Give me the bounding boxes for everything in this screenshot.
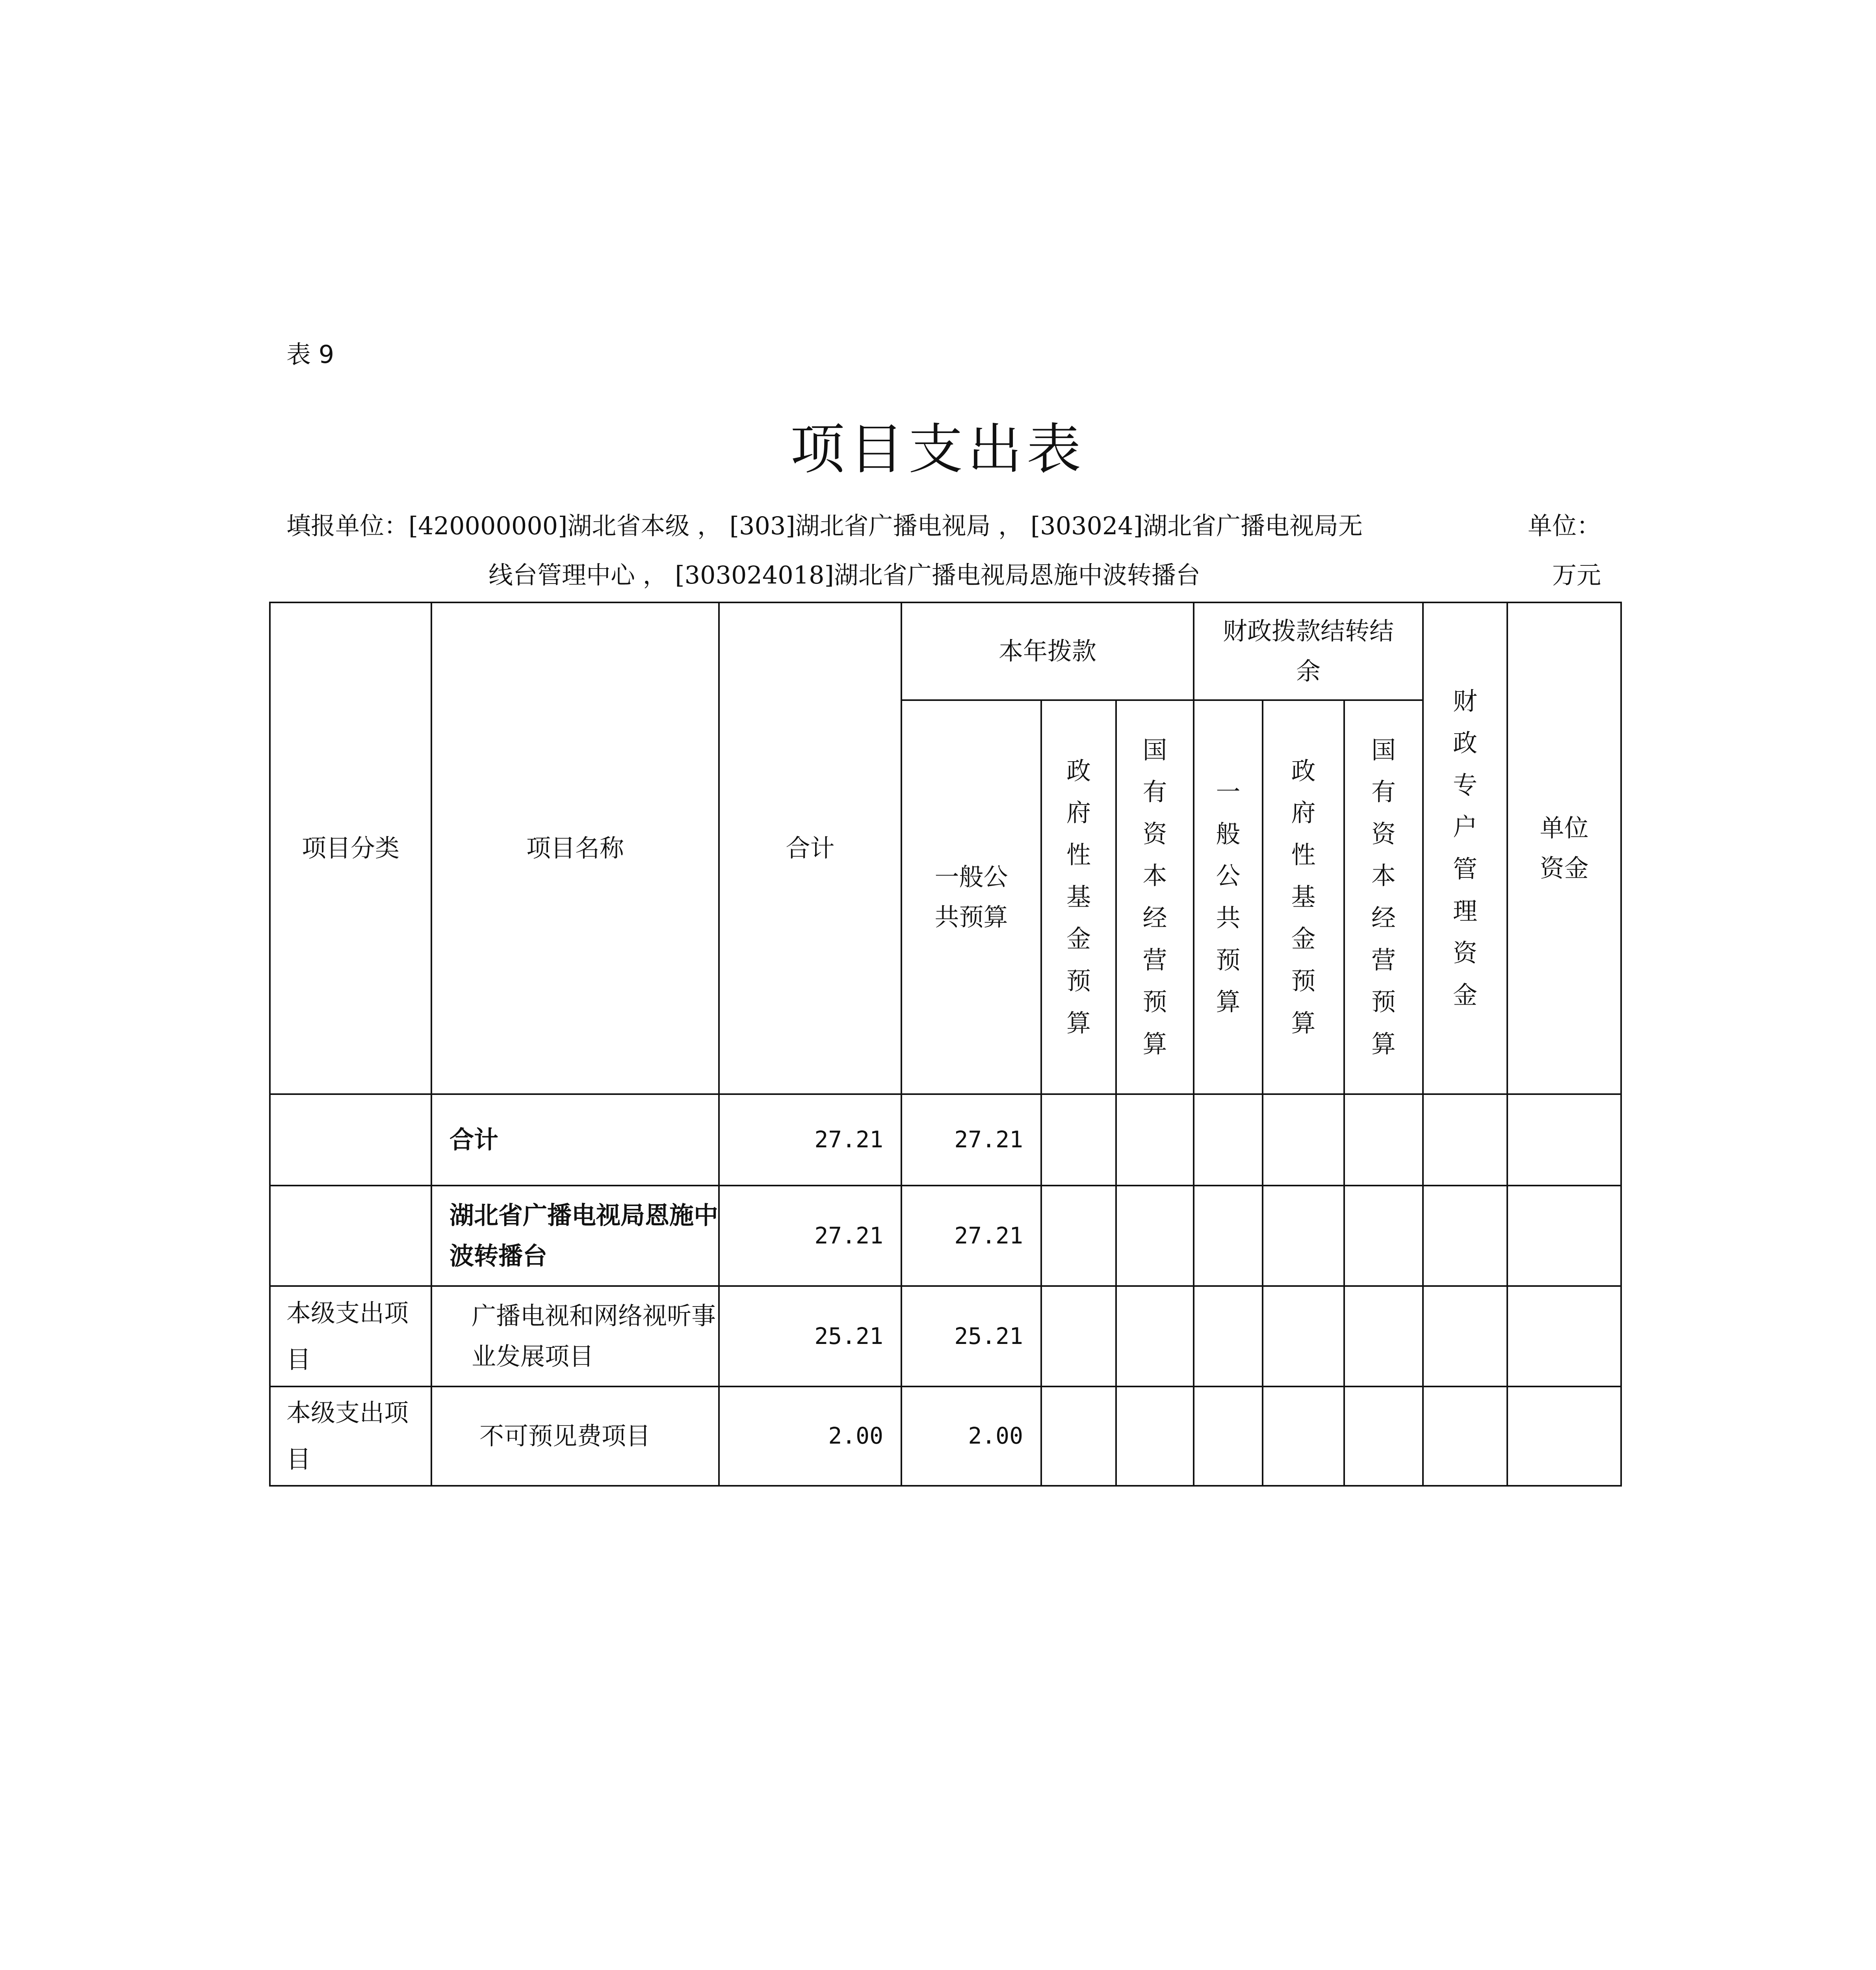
unit-label: 单位： <box>1527 511 1601 540</box>
row-total: 25.21 <box>719 1286 901 1386</box>
filler-unit-line-2: 线台管理中心 ， [303024018]湖北省广播电视局恩施中波转播台 <box>489 561 1200 589</box>
row-total: 2.00 <box>719 1386 901 1486</box>
row-general: 27.21 <box>901 1186 1041 1286</box>
table-row <box>270 1094 1621 1186</box>
header-co-state-capital-budget-text: 国有资本经营预算 <box>1371 735 1396 1058</box>
header-general-budget <box>901 700 1041 1094</box>
header-current-year: 本年拨款 <box>901 602 1194 700</box>
header-co-state-capital-budget <box>1344 700 1423 1094</box>
row-general: 27.21 <box>901 1094 1041 1186</box>
row-general: 2.00 <box>901 1386 1041 1486</box>
header-state-capital-budget <box>1116 700 1194 1094</box>
header-gov-fund-budget-text: 政府性基金预算 <box>1066 756 1091 1037</box>
header-unit-funds <box>1507 602 1621 1094</box>
row-category: 本级支出项目 <box>270 1286 431 1386</box>
row-total: 27.21 <box>719 1094 901 1186</box>
header-co-general-budget <box>1194 700 1263 1094</box>
header-total: 合计 <box>719 602 901 1094</box>
row-total: 27.21 <box>719 1186 901 1286</box>
header-co-general-budget-text: 一般公共预算 <box>1216 777 1241 1017</box>
unit-value: 万元 <box>1552 561 1601 589</box>
row-name: 湖北省广播电视局恩施中波转播台 <box>431 1186 719 1286</box>
row-name: 不可预见费项目 <box>431 1386 719 1486</box>
filler-unit-line-1: 填报单位：[420000000]湖北省本级 ， [303]湖北省广播电视局 ， [303024]湖北省广播电视局无 <box>286 511 1363 540</box>
row-general: 25.21 <box>901 1286 1041 1386</box>
header-general-budget-text: 一般公共预算 <box>934 862 1008 931</box>
page-title: 项目支出表 <box>790 418 1086 481</box>
row-name: 合计 <box>431 1094 719 1186</box>
header-unit-funds-text: 单位资金 <box>1540 813 1589 883</box>
header-carryover-text: 财政拨款结转结余 <box>1223 616 1394 686</box>
header-gov-fund-budget <box>1041 700 1116 1094</box>
row-category <box>270 1186 431 1286</box>
header-name: 项目名称 <box>431 602 719 1094</box>
header-carryover <box>1194 602 1423 700</box>
header-co-gov-fund-budget <box>1263 700 1344 1094</box>
header-special-account <box>1423 602 1507 1094</box>
row-category: 本级支出项目 <box>270 1386 431 1486</box>
header-co-gov-fund-budget-text: 政府性基金预算 <box>1291 756 1316 1037</box>
header-category: 项目分类 <box>270 602 431 1094</box>
table-row <box>270 1286 1621 1386</box>
header-state-capital-budget-text: 国有资本经营预算 <box>1142 735 1167 1058</box>
table-row <box>270 1186 1621 1286</box>
table-row <box>270 1386 1621 1486</box>
row-category <box>270 1094 431 1186</box>
table-label: 表 9 <box>286 340 334 369</box>
project-expenditure-table <box>269 602 1622 1487</box>
header-special-account-text: 财政专户管理资金 <box>1453 686 1478 1009</box>
row-name: 广播电视和网络视听事业发展项目 <box>431 1286 719 1386</box>
